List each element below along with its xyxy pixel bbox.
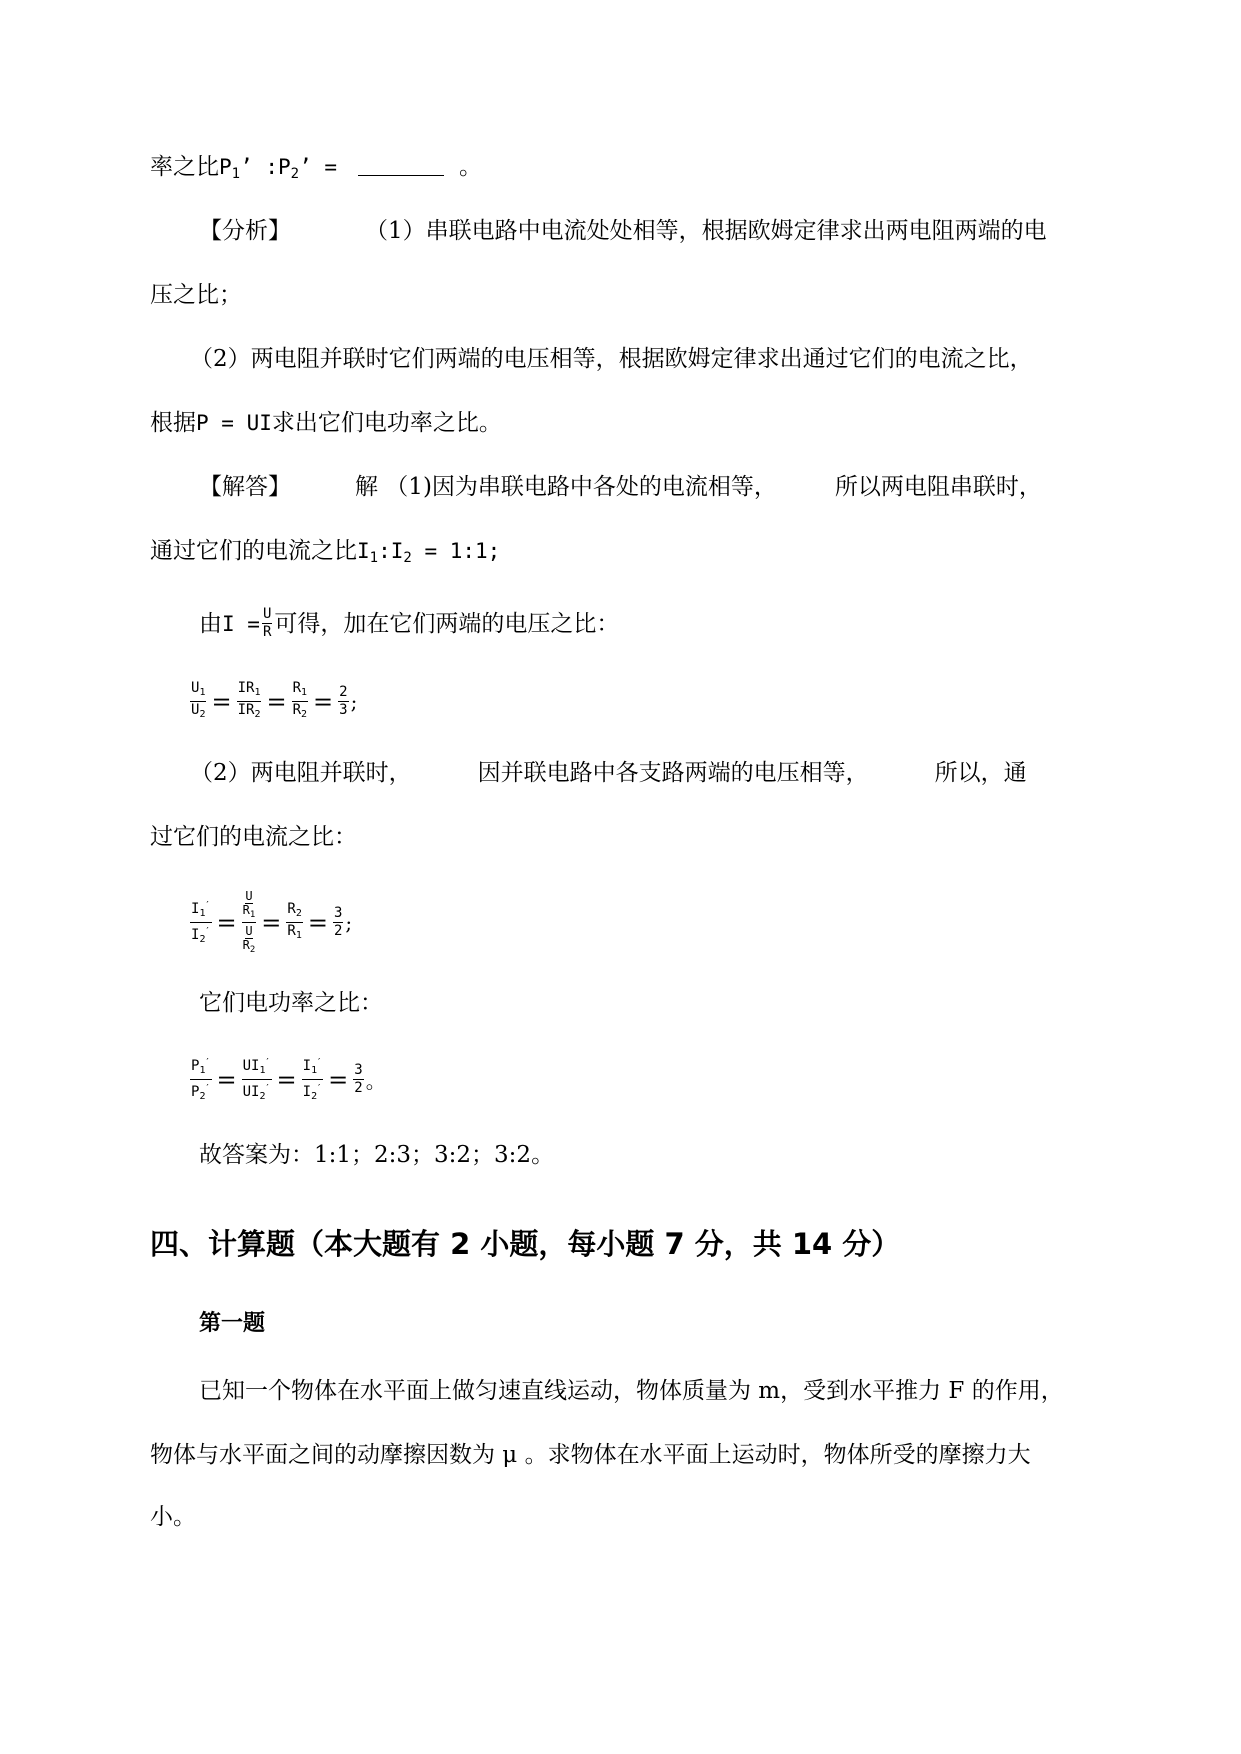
- text: [190, 680, 206, 702]
- text: U: [245, 889, 253, 903]
- prime: ′: [204, 1057, 211, 1068]
- text: :I: [378, 539, 404, 563]
- prime: ′: [204, 900, 211, 911]
- conclusion: [199, 1140, 554, 1170]
- text: I: [357, 539, 370, 563]
- answer-line-1: [199, 472, 1042, 502]
- text: UI: [242, 1058, 260, 1074]
- text: （2）两电阻并联时它们两端的电压相等，根据欧姆定律求出通过它们的电流之比，: [190, 346, 1033, 372]
- equals-sign: =: [211, 687, 232, 716]
- text: [237, 702, 262, 723]
- text: I: [191, 927, 200, 943]
- text: U: [191, 680, 200, 696]
- prime: ′: [316, 1083, 323, 1094]
- question-line-1: [199, 1376, 1064, 1406]
- fraction: [242, 1054, 272, 1105]
- text: 1: [301, 687, 308, 698]
- denominator: R: [262, 624, 272, 640]
- text: 物体与水平面之间的动摩擦因数为 μ 。求物体在水平面上运动时，物体所受的摩擦力大: [150, 1442, 1031, 1468]
- fraction: [262, 606, 272, 641]
- text: [286, 901, 302, 923]
- text: U: [245, 924, 253, 938]
- text: ’ =: [299, 155, 350, 179]
- denominator: 3: [339, 702, 348, 718]
- text: U: [191, 702, 200, 718]
- text: [190, 923, 212, 948]
- compound-fraction: [242, 888, 257, 957]
- fraction: [190, 680, 206, 723]
- equals-sign: =: [216, 1065, 237, 1094]
- text: 1: [254, 687, 261, 698]
- text: 1: [199, 687, 206, 698]
- text: 1: [199, 908, 206, 919]
- text: IR: [237, 702, 255, 718]
- text: 1: [249, 910, 256, 920]
- text: 2: [295, 908, 302, 919]
- fraction: [237, 680, 262, 723]
- text: 2: [254, 709, 261, 720]
- answer-line-4: [190, 758, 1027, 788]
- text: 故答案为：1:1；2:3；3:2；3:2。: [199, 1142, 555, 1168]
- text: 1: [311, 1065, 318, 1076]
- answer-label: 【解答】: [199, 474, 291, 500]
- fraction: [353, 1062, 363, 1097]
- text: [302, 1080, 324, 1105]
- prime: ′: [316, 1057, 323, 1068]
- text: R: [242, 903, 250, 917]
- text: 2: [290, 166, 300, 182]
- text: I: [302, 1058, 312, 1074]
- text: [292, 702, 308, 723]
- equals-sign: =: [328, 1065, 349, 1094]
- equals-sign: =: [307, 908, 328, 937]
- equation-1: [188, 680, 357, 723]
- text: 压之比；: [150, 282, 242, 308]
- text: P: [191, 1084, 200, 1100]
- text: 解 （1)因为串联电路中各处的电流相等，: [355, 474, 777, 500]
- prime: ′: [264, 1057, 271, 1068]
- answer-blank: [358, 155, 444, 176]
- text: [302, 1054, 324, 1080]
- equals-sign: =: [216, 908, 237, 937]
- text: [243, 904, 256, 922]
- text: 2: [199, 709, 206, 720]
- text: [237, 680, 262, 702]
- fraction: [190, 897, 212, 948]
- text: IR: [237, 680, 255, 696]
- text: 过它们的电流之比：: [150, 824, 357, 850]
- question-line-2: [150, 1440, 1031, 1470]
- formula: I =: [222, 611, 260, 636]
- analysis-line-3: [190, 344, 1033, 374]
- numerator: 3: [354, 1062, 363, 1078]
- text: 2: [259, 1091, 266, 1102]
- text: [190, 1054, 212, 1080]
- answer-line-3: [199, 606, 619, 641]
- text: 2: [199, 934, 206, 945]
- text: 通过它们的电流之比: [150, 538, 357, 564]
- prime: ′: [204, 926, 211, 937]
- text: [292, 680, 308, 702]
- text: 1: [259, 1065, 266, 1076]
- text: 1: [199, 1065, 206, 1076]
- text: [190, 1080, 212, 1105]
- text: [243, 925, 256, 957]
- text: ;: [345, 910, 353, 935]
- text: 小。: [150, 1504, 196, 1530]
- text: （2）两电阻并联时，: [190, 760, 412, 786]
- question-title: 第一题: [199, 1311, 266, 1336]
- ratio-line: [150, 152, 482, 189]
- text: [242, 888, 257, 923]
- text: 求出它们电功率之比。: [271, 410, 502, 436]
- analysis-line-2: [150, 280, 242, 310]
- text: 率之比: [150, 154, 219, 180]
- answer-line-6: [199, 988, 383, 1018]
- equals-sign: =: [313, 687, 334, 716]
- text: UI: [242, 1084, 260, 1100]
- fraction: [338, 684, 348, 719]
- numerator: U: [262, 606, 272, 622]
- text: 可得，加在它们两端的电压之比：: [274, 610, 620, 637]
- fraction: [190, 1054, 212, 1105]
- fraction: [333, 905, 343, 940]
- numerator: 3: [333, 905, 343, 921]
- text: 2: [403, 550, 412, 566]
- numerator: 2: [339, 684, 348, 700]
- text: [190, 897, 212, 923]
- fraction: [292, 680, 308, 723]
- text: 由: [199, 610, 222, 637]
- text: 因并联电路中各支路两端的电压相等，: [477, 760, 869, 786]
- text: R: [287, 923, 296, 939]
- text: 2: [301, 709, 308, 720]
- text: [242, 1054, 272, 1080]
- formula: P = UI: [196, 411, 272, 435]
- text: [190, 702, 206, 723]
- text: 2: [311, 1091, 318, 1102]
- text: [243, 939, 256, 957]
- text: R: [242, 938, 250, 952]
- section-heading: 四、计算题（本大题有 2 小题，每小题 7 分，共 14 分）: [150, 1227, 901, 1261]
- text: 。: [365, 1069, 386, 1093]
- text: P: [219, 155, 232, 179]
- text: 。: [451, 154, 482, 180]
- text: ;: [350, 689, 358, 714]
- equals-sign: =: [276, 1065, 297, 1094]
- text: I: [191, 901, 200, 917]
- text: 2: [249, 945, 256, 955]
- text: 1: [295, 930, 302, 941]
- text: [242, 1080, 272, 1105]
- text: （1）串联电路中电流处处相等，根据欧姆定律求出两电阻两端的电: [365, 218, 1047, 244]
- denominator: 2: [333, 923, 343, 939]
- equals-sign: =: [261, 908, 282, 937]
- text: I: [302, 1084, 312, 1100]
- text: 所以，通: [934, 760, 1027, 786]
- question-line-3: [150, 1502, 196, 1532]
- text: [286, 923, 302, 944]
- formula: [357, 539, 501, 566]
- text: ’ :P: [240, 155, 291, 179]
- fraction: [286, 901, 302, 944]
- analysis-line-1: [199, 216, 1047, 246]
- text: = 1:1;: [411, 539, 501, 563]
- denominator: 2: [354, 1080, 363, 1096]
- text: 所以两电阻串联时，: [834, 474, 1042, 500]
- text: [243, 890, 256, 922]
- answer-line-5: [150, 822, 357, 852]
- text: [242, 923, 257, 957]
- text: 它们电功率之比：: [199, 990, 383, 1016]
- answer-line-2: [150, 536, 500, 573]
- text: R: [292, 680, 302, 696]
- text: 1: [231, 166, 241, 182]
- text: R: [287, 901, 296, 917]
- text: 1: [369, 550, 379, 566]
- text: P: [191, 1058, 200, 1074]
- fraction: [302, 1054, 324, 1105]
- text: [219, 155, 350, 182]
- analysis-line-4: [150, 408, 502, 438]
- text: 根据: [150, 410, 196, 436]
- text: R: [292, 702, 302, 718]
- text: 已知一个物体在水平面上做匀速直线运动，物体质量为 m，受到水平推力 F 的作用，: [199, 1378, 1064, 1404]
- text: 2: [199, 1091, 206, 1102]
- equation-3: [188, 1054, 386, 1105]
- prime: ′: [204, 1083, 211, 1094]
- equals-sign: =: [266, 687, 287, 716]
- analysis-label: 【分析】: [199, 218, 291, 244]
- prime: ′: [264, 1083, 271, 1094]
- equation-2: [188, 888, 352, 957]
